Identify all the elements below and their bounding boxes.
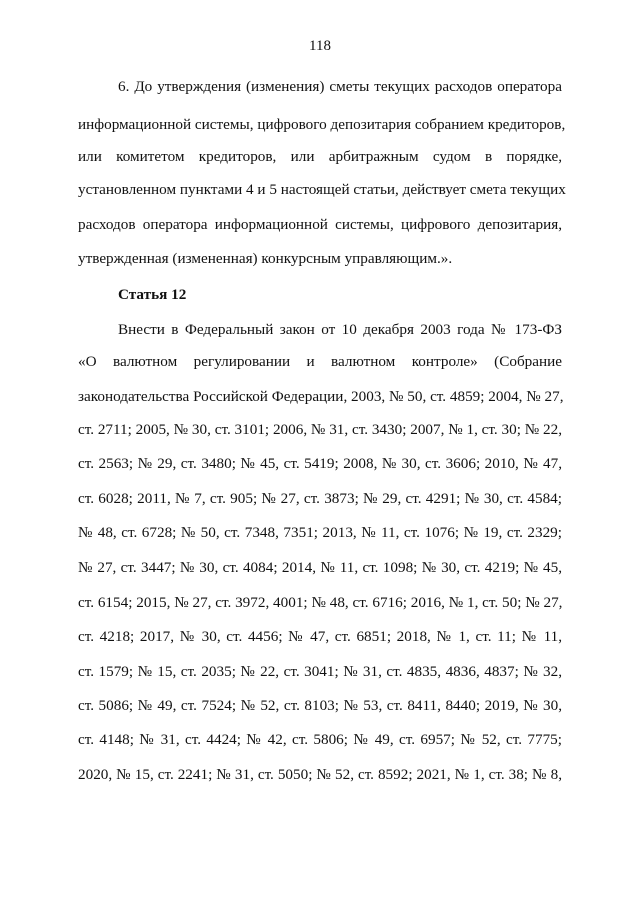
- paragraph-6-line-4: установленном пунктами 4 и 5 настоящей статьи, действует смета текущих: [78, 181, 566, 198]
- article-line-8: № 27, ст. 3447; № 30, ст. 4084; 2014, № 11, ст. 1098; № 30, ст. 4219; № 45,: [78, 559, 562, 576]
- article-line-4: ст. 2711; 2005, № 30, ст. 3101; 2006, № 31, ст. 3430; 2007, № 1, ст. 30; № 22,: [78, 421, 562, 438]
- article-line-11: ст. 1579; № 15, ст. 2035; № 22, ст. 3041; № 31, ст. 4835, 4836, 4837; № 32,: [78, 663, 562, 680]
- article-line-12: ст. 5086; № 49, ст. 7524; № 52, ст. 8103; № 53, ст. 8411, 8440; 2019, № 30,: [78, 697, 562, 714]
- paragraph-6-line-1: 6. До утверждения (изменения) сметы текущих расходов оператора: [118, 78, 562, 95]
- paragraph-6-line-5: расходов оператора информационной системы, цифрового депозитария,: [78, 216, 562, 233]
- article-line-6: ст. 6028; 2011, № 7, ст. 905; № 27, ст. 3873; № 29, ст. 4291; № 30, ст. 4584;: [78, 490, 562, 507]
- article-heading: Статья 12: [118, 286, 187, 303]
- article-line-13: ст. 4148; № 31, ст. 4424; № 42, ст. 5806; № 49, ст. 6957; № 52, ст. 7775;: [78, 731, 562, 748]
- article-line-14: 2020, № 15, ст. 2241; № 31, ст. 5050; № 52, ст. 8592; 2021, № 1, ст. 38; № 8,: [78, 766, 562, 783]
- article-line-2: «О валютном регулировании и валютном контроле» (Собрание: [78, 353, 562, 370]
- page-number: 118: [309, 38, 331, 54]
- article-line-1: Внести в Федеральный закон от 10 декабря 2003 года № 173-ФЗ: [118, 321, 562, 338]
- paragraph-6-line-6: утвержденная (измененная) конкурсным управляющим.».: [78, 250, 453, 267]
- article-line-9: ст. 6154; 2015, № 27, ст. 3972, 4001; № 48, ст. 6716; 2016, № 1, ст. 50; № 27,: [78, 594, 563, 611]
- paragraph-6-line-3: или комитетом кредиторов, или арбитражным судом в порядке,: [78, 148, 562, 165]
- article-line-10: ст. 4218; 2017, № 30, ст. 4456; № 47, ст. 6851; 2018, № 1, ст. 11; № 11,: [78, 628, 562, 645]
- article-line-7: № 48, ст. 6728; № 50, ст. 7348, 7351; 2013, № 11, ст. 1076; № 19, ст. 2329;: [78, 524, 562, 541]
- article-line-3: законодательства Российской Федерации, 2003, № 50, ст. 4859; 2004, № 27,: [78, 388, 564, 405]
- paragraph-6-line-2: информационной системы, цифрового депозитария собранием кредиторов,: [78, 116, 566, 133]
- article-line-5: ст. 2563; № 29, ст. 3480; № 45, ст. 5419; 2008, № 30, ст. 3606; 2010, № 47,: [78, 455, 562, 472]
